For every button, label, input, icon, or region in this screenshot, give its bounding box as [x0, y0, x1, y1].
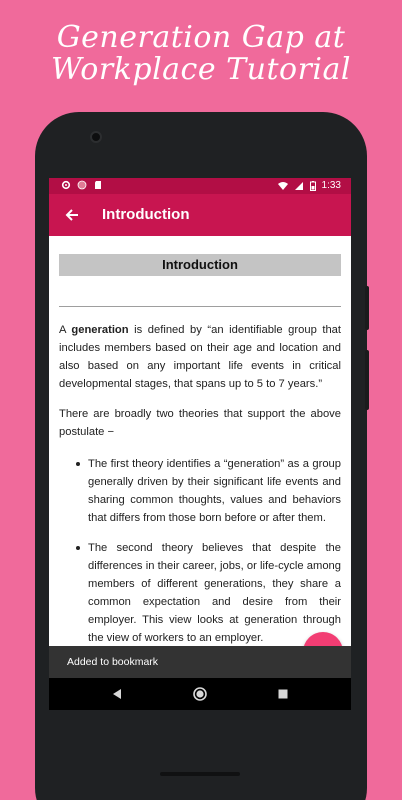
snackbar-message: Added to bookmark [67, 656, 159, 668]
intro-term: generation [71, 324, 129, 336]
intro-rest: is defined by “an identifiable group that includes members based on their age and location and also based on any important life events in critical developmental stages, that spans up to 5 to 7 years.” [59, 324, 341, 390]
sd-card-icon [93, 180, 103, 190]
promo-title: Generation Gap at Workplace Tutorial [50, 20, 352, 87]
status-time: 1:33 [321, 180, 341, 191]
back-arrow-icon[interactable] [61, 204, 83, 226]
system-nav-bar [49, 678, 351, 710]
signal-icon [294, 181, 304, 191]
back-triangle-icon[interactable] [109, 686, 125, 702]
section-heading: Introduction [59, 254, 341, 276]
intro-lead: A [59, 324, 72, 336]
list-item: The second theory believes that despite the differences in their career, jobs, or life-cycle among members of different generations, they share a common expectation and desire from their employer. This view looks at generation through the view of workers to an employer. [59, 539, 341, 646]
circle-icon [77, 180, 87, 190]
wifi-icon [278, 181, 288, 191]
list-item: The first theory identifies a “generation” as a group generally driven by their significant life events and sharing common thoughts, values and behaviors that differs from those born before or after them. [59, 455, 341, 527]
volume-button [365, 286, 369, 330]
home-circle-icon[interactable] [192, 686, 208, 702]
theory-list [59, 455, 341, 646]
battery-icon [310, 181, 316, 191]
gear-icon [61, 180, 71, 190]
app-bar [49, 194, 351, 236]
snackbar [49, 646, 351, 678]
page-title: Introduction [102, 206, 190, 223]
phone-screen [49, 178, 351, 710]
camera-icon [90, 131, 102, 143]
power-button [365, 350, 369, 410]
intro-paragraph [59, 321, 341, 393]
article-content [59, 236, 341, 646]
recents-square-icon[interactable] [275, 686, 291, 702]
status-bar [49, 178, 351, 194]
divider [59, 306, 341, 307]
speaker-grille [160, 772, 240, 776]
theories-paragraph: There are broadly two theories that support the above postulate − [59, 408, 341, 438]
